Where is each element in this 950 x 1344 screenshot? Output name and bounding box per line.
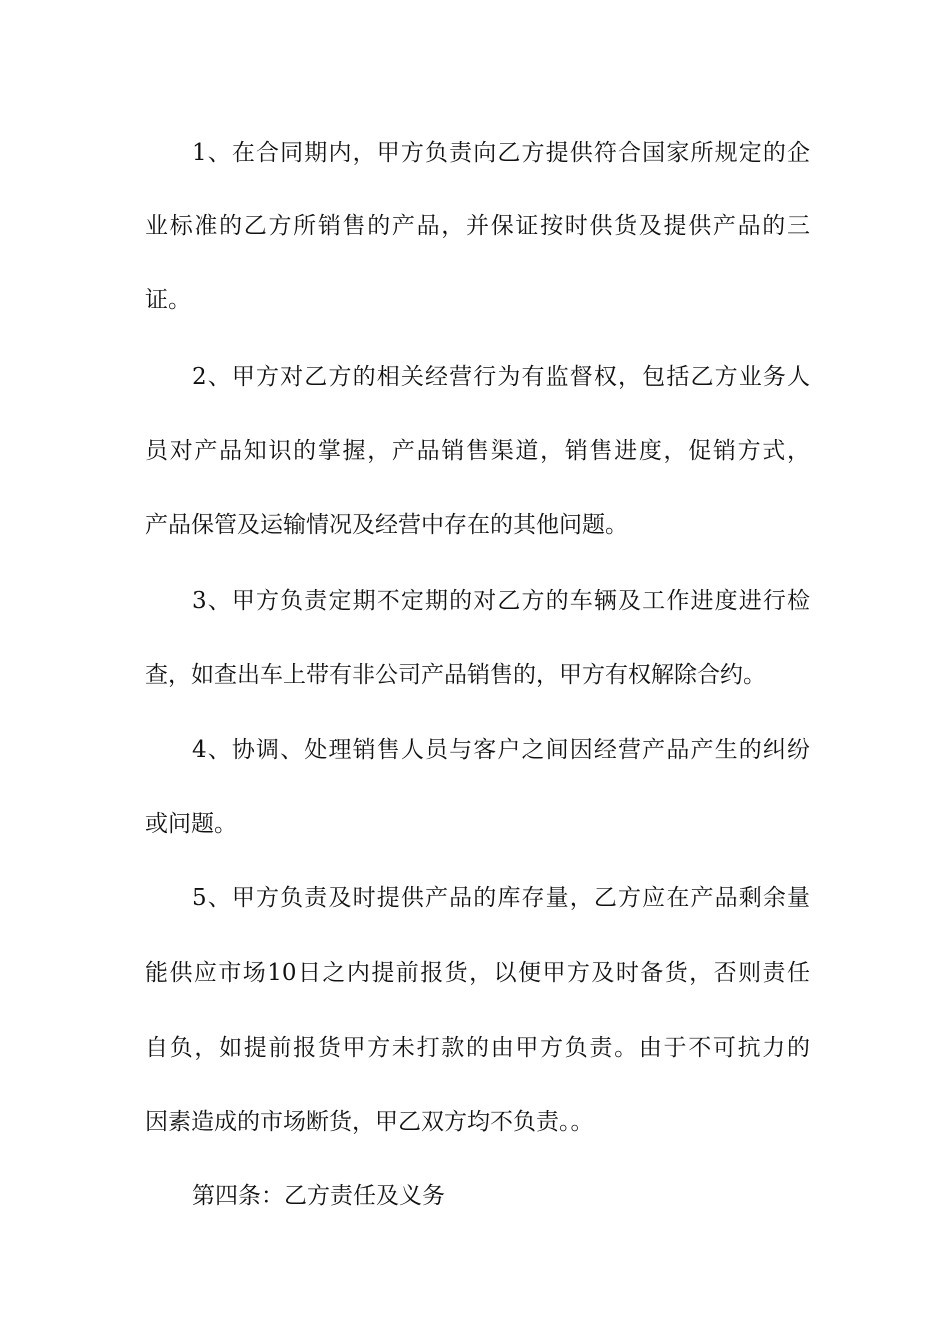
paragraph-1-line-2: 业标准的乙方所销售的产品，并保证按时供货及提供产品的三 (145, 213, 810, 239)
paragraph-5-line-2: 能供应市场10日之内提前报货，以便甲方及时备货，否则责任 (145, 960, 810, 986)
paragraph-5-line-4: 因素造成的市场断货，甲乙双方均不负责。。 (145, 1109, 594, 1135)
paragraph-2-line-2: 员对产品知识的掌握，产品销售渠道，销售进度，促销方式， (145, 438, 810, 464)
paragraph-1-line-1: 1、在合同期内，甲方负责向乙方提供符合国家所规定的企 (192, 140, 810, 166)
section-heading: 第四条：乙方责任及义务 (192, 1183, 445, 1209)
paragraph-5-line-1: 5、甲方负责及时提供产品的库存量，乙方应在产品剩余量 (192, 885, 810, 911)
paragraph-5-line-3: 自负，如提前报货甲方未打款的由甲方负责。由于不可抗力的 (145, 1035, 810, 1061)
paragraph-2-line-1: 2、甲方对乙方的相关经营行为有监督权，包括乙方业务人 (192, 364, 810, 390)
paragraph-3-line-2: 查，如查出车上带有非公司产品销售的，甲方有权解除合约。 (145, 662, 766, 688)
paragraph-2-line-3: 产品保管及运输情况及经营中存在的其他问题。 (145, 512, 628, 538)
paragraph-1-line-3: 证。 (145, 287, 191, 313)
paragraph-4-line-2: 或问题。 (145, 811, 237, 837)
paragraph-4-line-1: 4、协调、处理销售人员与客户之间因经营产品产生的纠纷 (192, 737, 810, 763)
paragraph-3-line-1: 3、甲方负责定期不定期的对乙方的车辆及工作进度进行检 (192, 588, 810, 614)
